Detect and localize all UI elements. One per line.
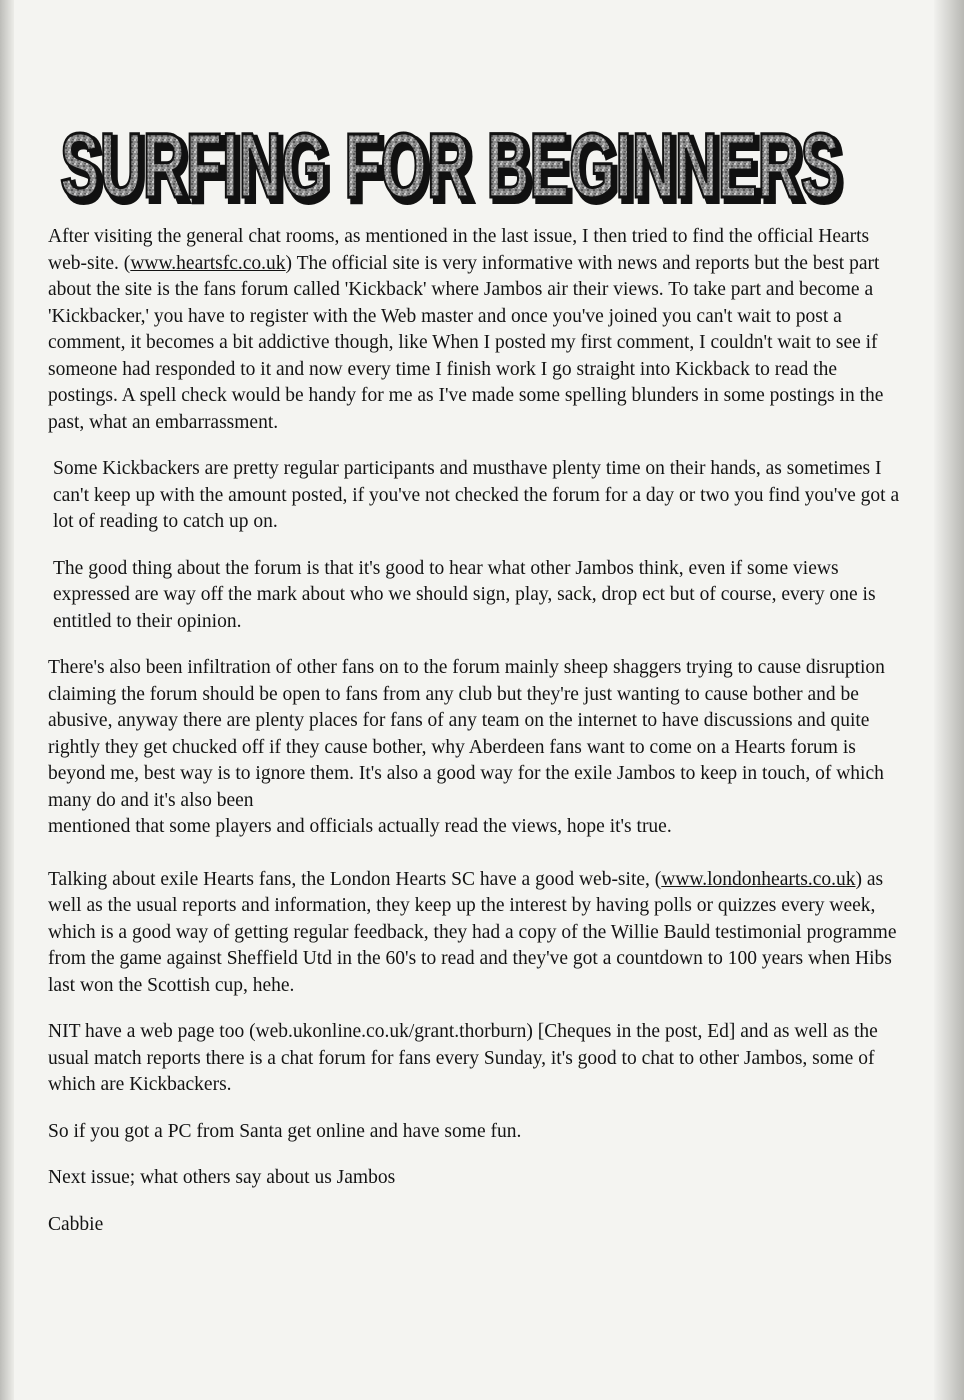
banner-title-graphic bbox=[50, 115, 850, 210]
article-banner bbox=[50, 115, 850, 210]
hearts-website-link: www.heartsfc.co.uk bbox=[130, 252, 286, 274]
page-left-edge bbox=[0, 0, 14, 1400]
paragraph-official-site bbox=[48, 224, 900, 436]
paragraph-kickbackers: Some Kickbackers are pretty regular participants and musthave plenty time on their hands, as sometimes I can't keep up with the amount posted, if you've not checked the forum for a day or two you find you've got a lot of reading to catch up on. bbox=[53, 458, 900, 532]
paragraph-santa: So if you got a PC from Santa get online and have some fun. bbox=[48, 1120, 522, 1142]
paragraph-forum-opinions: The good thing about the forum is that it's good to hear what other Jambos think, even if some views expressed are way off the mark about who we should sign, play, sack, drop ect but of course, every one is entitled to their opinion. bbox=[53, 557, 876, 632]
text: After visiting the general chat rooms, as mentioned in the last issue, I then tried to find the official Hearts web-site. ( bbox=[48, 226, 870, 274]
paragraph-infiltration bbox=[48, 655, 900, 814]
banner-title: SURFING FOR BEGINNERS bbox=[60, 115, 840, 210]
article-signature: Cabbie bbox=[48, 1213, 104, 1235]
paragraph-london-hearts bbox=[48, 867, 900, 1000]
text: Talking about exile Hearts fans, the London Hearts SC have a good web-site, ( bbox=[48, 868, 662, 890]
text: There's also been infiltration of other fans on to the forum mainly sheep shaggers trying to cause disruption claiming the forum should be open to fans from any club but they're just wanting to cause bother and be abusive, anyway there are plenty places for fans of any team on the internet to have discussions and quite rightly they get chucked off if they cause bother, why Aberdeen fans want to come on a Hearts forum is beyond me, best way is to ignore them. It's also a good way for the exile Jambos to keep in touch, of which many do and it's also been bbox=[48, 657, 885, 811]
paragraph-nit-web-page: NIT have a web page too (web.ukonline.co.uk/grant.thorburn) [Cheques in the post, Ed] and as well as the usual match reports there is a chat forum for fans every Sunday, it's good to chat to other Jambos, some of which are Kickbackers. bbox=[48, 1021, 878, 1095]
article-body bbox=[48, 224, 900, 1258]
banner-title-shadow: SURFING FOR BEGINNERS bbox=[64, 119, 844, 210]
text: ) as well as the usual reports and information, they keep up the interest by having polls or quizzes every week, which is a good way of getting regular feedback, they had a copy of the Willie Bauld testimonial programme from the game against Sheffield Utd in the 60's to read and they've got a countdown to 100 years when Hibs last won the Scottish cup, hehe. bbox=[48, 868, 897, 996]
page-right-edge bbox=[934, 0, 964, 1400]
paragraph-next-issue: Next issue; what others say about us Jambos bbox=[48, 1167, 396, 1188]
london-hearts-link: www.londonhearts.co.uk bbox=[661, 868, 856, 890]
paragraph-infiltration-continued: mentioned that some players and officials actually read the views, hope it's true. bbox=[48, 816, 672, 837]
text: ) The official site is very informative with news and reports but the best part about the site is the fans forum called 'Kickback' where Jambos air their views. To take part and become a 'Kickbacker,' you have to register with the Web master and once you've joined you can't wait to post a comment, it becomes a bit addictive though, like When I posted my first comment, I couldn't wait to see if someone had responded to it and now every time I finish work I go straight into Kickback to read the postings. A spell check would be handy for me as I've made some spelling blunders in some postings in the past, what an embarrassment. bbox=[48, 252, 884, 433]
